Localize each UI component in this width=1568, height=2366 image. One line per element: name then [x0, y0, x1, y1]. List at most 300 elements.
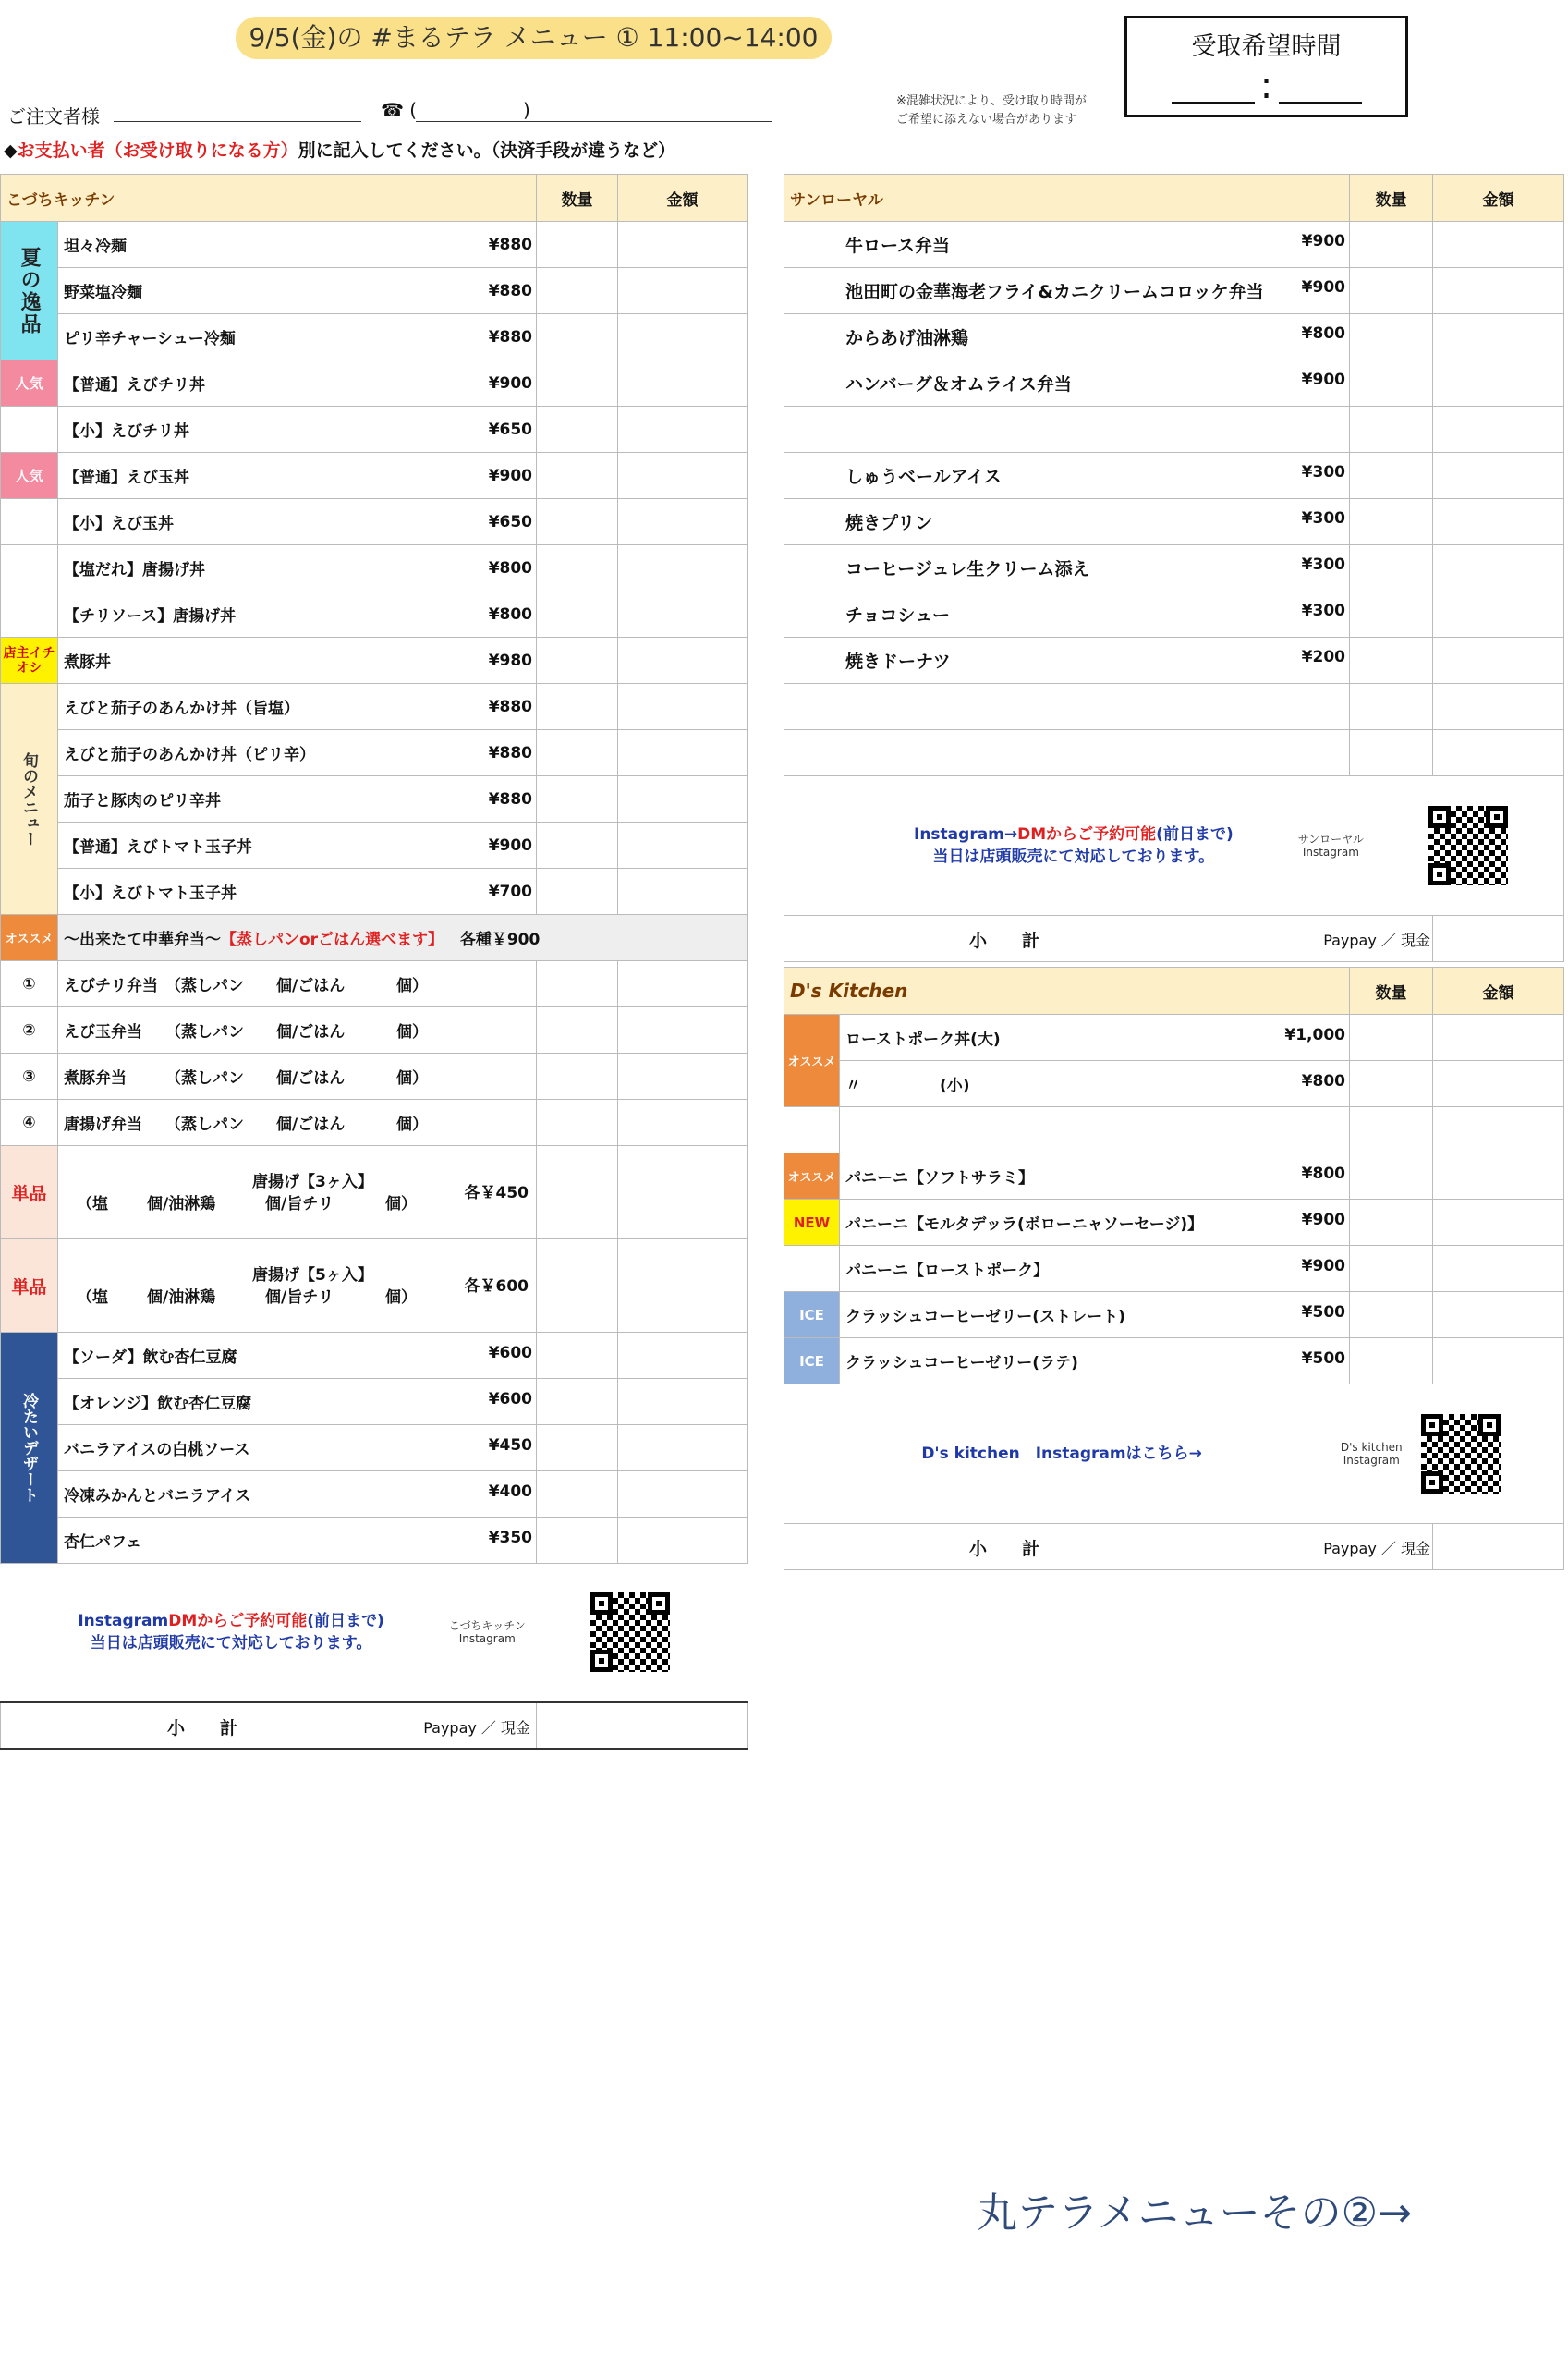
amount-cell[interactable]: [1433, 1200, 1564, 1246]
text-label: （蒸しパン: [165, 1023, 244, 1042]
menu-item-price: ¥880: [488, 697, 533, 716]
instagram-row: [784, 1384, 1564, 1524]
qty-cell[interactable]: [537, 499, 618, 545]
text-label: 個/旨チリ: [265, 1195, 334, 1213]
qty-cell[interactable]: [1350, 1200, 1433, 1246]
subtotal-row: [784, 1524, 1564, 1570]
qty-cell[interactable]: [1350, 407, 1433, 453]
qty-cell[interactable]: [1350, 1338, 1433, 1384]
menu-row: [784, 730, 1564, 776]
instagram-row: [784, 776, 1564, 916]
qty-cell[interactable]: [1350, 1246, 1433, 1292]
qty-cell[interactable]: [1350, 499, 1433, 545]
tag-popular: 人気: [1, 360, 58, 407]
menu-item-price: ¥650: [488, 420, 533, 439]
amount-cell[interactable]: [618, 961, 748, 1007]
text-label: ¥200: [1301, 648, 1345, 666]
text-label: （塩: [77, 1288, 108, 1307]
text-label: ¥500: [1301, 1349, 1345, 1368]
notice: [896, 92, 1087, 129]
text-label: ローストポーク丼(大): [845, 1031, 1001, 1049]
qty-cell[interactable]: [537, 730, 618, 776]
text-label: （蒸しパン: [165, 1069, 244, 1088]
text-label: 小 計: [969, 1539, 1040, 1559]
text-label: 焼きプリン: [845, 513, 933, 533]
menu-row: [1, 407, 748, 453]
amount-cell[interactable]: [618, 823, 748, 869]
text-label: 牛ロース弁当: [845, 236, 951, 256]
text-label: 個/油淋鶏: [147, 1288, 216, 1307]
tag-recommend: オススメ: [1, 915, 58, 961]
text-label: Paypay ／ 現金: [1323, 932, 1430, 949]
amount-cell[interactable]: [1433, 1107, 1564, 1153]
menu-row: [1, 499, 748, 545]
text-label: からあげ油淋鶏: [845, 328, 969, 348]
text-label: チョコシュー: [845, 605, 951, 626]
text-label: ご希望に添えない場合があります: [896, 113, 1077, 127]
tag-dessert: 冷たいデザート: [1, 1333, 58, 1564]
menu-item-price: ¥980: [488, 651, 533, 670]
menu-row: [784, 1015, 1564, 1061]
menu-row: [1, 222, 748, 268]
qty-cell[interactable]: [1350, 638, 1433, 684]
amount-header: 金額: [618, 175, 748, 222]
qr-code-icon[interactable]: [1428, 806, 1508, 885]
orderer-name-line[interactable]: [114, 121, 361, 122]
amount-cell[interactable]: [618, 592, 748, 638]
menu-item-price: ¥800: [488, 604, 533, 624]
qty-cell[interactable]: [537, 1425, 618, 1471]
amount-cell[interactable]: [618, 1100, 748, 1146]
text-label: （塩: [77, 1195, 108, 1213]
qty-cell[interactable]: [537, 1379, 618, 1425]
subtotal-amount[interactable]: [1433, 1524, 1564, 1570]
text-label: ¥800: [1301, 1165, 1345, 1183]
menu-row: [1, 453, 748, 499]
amount-cell[interactable]: [618, 1146, 748, 1239]
amount-cell[interactable]: [618, 1333, 748, 1379]
tag-empty: [1, 499, 58, 545]
menu-item-name: 【チリソース】唐揚げ丼: [64, 607, 237, 626]
amount-cell[interactable]: [618, 268, 748, 314]
amount-cell[interactable]: [1433, 222, 1564, 268]
kogochi-table: [0, 174, 748, 1750]
qty-cell[interactable]: [537, 1100, 618, 1146]
karaage-row: [1, 1146, 748, 1239]
amount-cell[interactable]: [1433, 314, 1564, 360]
qty-cell[interactable]: [537, 592, 618, 638]
text-label: えび玉弁当: [64, 1023, 142, 1042]
text-label: クラッシュコーヒーゼリー(ストレート): [845, 1308, 1125, 1326]
text-label: こづちキッチン: [448, 1619, 526, 1633]
qty-cell[interactable]: [537, 1146, 618, 1239]
qty-header: 数量: [537, 175, 618, 222]
menu-item-name: 【普通】えびトマト玉子丼: [64, 838, 252, 857]
pickup-time-colon: :: [1259, 65, 1273, 107]
next-menu-link[interactable]: 丸テラメニューその②→: [977, 2189, 1412, 2237]
amount-cell[interactable]: [618, 453, 748, 499]
text-label: ¥900: [1301, 232, 1345, 250]
menu-row: [1, 776, 748, 823]
menu-item-name: 【小】えび玉丼: [64, 515, 174, 533]
menu-row: [784, 1153, 1564, 1200]
qty-cell[interactable]: [1350, 1015, 1433, 1061]
qty-cell[interactable]: [537, 961, 618, 1007]
amount-cell[interactable]: [618, 407, 748, 453]
text-label: ※混雑状況により、受け取り時間が: [896, 94, 1087, 108]
text-label: 【オレンジ】飲む杏仁豆腐: [64, 1395, 252, 1413]
text-label: ¥300: [1301, 463, 1345, 482]
text-label: (前日まで): [1156, 825, 1234, 844]
menu-row: [1, 684, 748, 730]
menu-row: [784, 1292, 1564, 1338]
menu-row: [1, 360, 748, 407]
text-label: ¥900: [1301, 1257, 1345, 1275]
payment-note: [4, 137, 675, 162]
menu-row: [784, 453, 1564, 499]
text-label: 個）: [396, 1069, 428, 1088]
bento-row: [1, 1100, 748, 1146]
menu-row: [784, 268, 1564, 314]
amount-cell[interactable]: [1433, 1292, 1564, 1338]
tag-recommend: オススメ: [784, 1015, 840, 1107]
text-label: 〃 (小): [845, 1077, 970, 1095]
qty-cell[interactable]: [1350, 1292, 1433, 1338]
tag-recommend: オススメ: [784, 1153, 840, 1200]
pickup-hour-line: [1172, 102, 1255, 104]
text-label: 唐揚げ【5ヶ入】: [252, 1266, 373, 1285]
text-label: ¥1,000: [1284, 1026, 1345, 1044]
qty-cell[interactable]: [537, 823, 618, 869]
amount-cell[interactable]: [618, 684, 748, 730]
amount-cell[interactable]: [618, 1425, 748, 1471]
text-label: 数量: [1350, 968, 1433, 1015]
dessert-row: [1, 1471, 748, 1518]
text-label: DMからご予約可能: [168, 1612, 308, 1631]
text-label: 個/ごはん: [276, 1069, 346, 1088]
amount-cell[interactable]: [618, 730, 748, 776]
amount-cell[interactable]: [1433, 1246, 1564, 1292]
text-label: 個/ごはん: [276, 977, 346, 995]
menu-item-name: 坦々冷麺: [64, 238, 127, 256]
qty-cell[interactable]: [537, 776, 618, 823]
menu-item-name: ピリ辛チャーシュー冷麺: [64, 330, 236, 348]
tag-single: 単品: [1, 1239, 58, 1333]
menu-row: [784, 314, 1564, 360]
menu-row: [784, 1338, 1564, 1384]
qty-cell[interactable]: [537, 1054, 618, 1100]
text-label: （蒸しパン: [165, 977, 244, 995]
qty-cell[interactable]: [1350, 453, 1433, 499]
text-label: ③: [1, 1054, 58, 1100]
qty-cell[interactable]: [537, 1518, 618, 1564]
text-label: サンローヤル: [1297, 833, 1364, 846]
menu-title: 9/5(金)の #まるテラ メニュー ① 11:00~14:00: [236, 17, 832, 59]
amount-cell[interactable]: [1433, 1338, 1564, 1384]
text-label: えびチリ弁当: [64, 977, 158, 995]
menu-row: [784, 592, 1564, 638]
amount-cell[interactable]: [1433, 360, 1564, 407]
text-label: パニーニ【ローストポーク】: [845, 1262, 1050, 1280]
amount-cell[interactable]: [618, 314, 748, 360]
menu-row: [784, 360, 1564, 407]
text-label: 当日は店頭販売にて対応しております。: [90, 1634, 372, 1653]
qty-cell[interactable]: [1350, 222, 1433, 268]
text-label: 個/ごはん: [276, 1023, 346, 1042]
menu-item-price: ¥800: [488, 558, 533, 578]
amount-cell[interactable]: [618, 1518, 748, 1564]
amount-cell[interactable]: [618, 776, 748, 823]
menu-item-price: ¥880: [488, 789, 533, 809]
menu-row: [784, 1200, 1564, 1246]
text-label: 当日は店頭販売にて対応しております。: [932, 848, 1215, 866]
menu-item-name: 【普通】えび玉丼: [64, 469, 189, 487]
qty-cell[interactable]: [537, 638, 618, 684]
text-label: 池田町の金華海老フライ&カニクリームコロッケ弁当: [845, 282, 1264, 302]
qty-cell[interactable]: [1350, 730, 1433, 776]
menu-item-name: 茄子と豚肉のピリ辛丼: [64, 792, 221, 811]
text-label: ¥600: [488, 1390, 533, 1409]
instagram-row: [1, 1564, 748, 1702]
text-label: 小 計: [969, 931, 1040, 951]
menu-item-price: ¥880: [488, 327, 533, 347]
menu-item-name: 【小】えびチリ丼: [64, 422, 189, 441]
text-label: 各種￥900: [459, 931, 541, 949]
amount-cell[interactable]: [618, 1054, 748, 1100]
bento-header-row: [1, 915, 748, 961]
sunroyal-name: サンローヤル: [784, 175, 1350, 222]
menu-item-price: ¥650: [488, 512, 533, 531]
phone-label: ☎ (: [381, 99, 418, 121]
pickup-minute-line: [1279, 102, 1362, 104]
amount-cell[interactable]: [618, 869, 748, 915]
subtotal-amount[interactable]: [537, 1702, 748, 1749]
menu-item-name: えびと茄子のあんかけ丼（旨塩）: [64, 700, 299, 718]
text-label: 別に記入してください。（決済手段が違うなど）: [298, 140, 676, 161]
sunroyal-table: [784, 174, 1564, 962]
text-label: 個）: [385, 1288, 417, 1307]
text-label: 個）: [396, 1116, 428, 1134]
menu-row: [1, 823, 748, 869]
text-label: 【ソーダ】飲む杏仁豆腐: [64, 1348, 237, 1367]
tag-empty: [1, 545, 58, 592]
menu-item-name: 野菜塩冷麺: [64, 284, 142, 302]
amount-cell[interactable]: [1433, 407, 1564, 453]
text-label: D's kitchen: [1340, 1441, 1403, 1454]
text-label: 金額: [1433, 175, 1564, 222]
qty-cell[interactable]: [1350, 268, 1433, 314]
text-label: ¥500: [1301, 1303, 1345, 1322]
qty-cell[interactable]: [537, 684, 618, 730]
menu-row: [784, 684, 1564, 730]
dessert-row: [1, 1379, 748, 1425]
menu-item-price: ¥700: [488, 882, 533, 901]
menu-item-price: ¥880: [488, 743, 533, 762]
amount-cell[interactable]: [618, 499, 748, 545]
text-label: お支払い者（お受け取りになる方）: [17, 140, 298, 161]
qty-cell[interactable]: [1350, 545, 1433, 592]
qty-cell[interactable]: [1350, 684, 1433, 730]
menu-row: [784, 407, 1564, 453]
menu-row: [1, 268, 748, 314]
text-label: ハンバーグ＆オムライス弁当: [845, 374, 1072, 395]
menu-row: [1, 730, 748, 776]
qty-cell[interactable]: [537, 1007, 618, 1054]
amount-cell[interactable]: [1433, 453, 1564, 499]
tag-popular: 人気: [1, 453, 58, 499]
text-label: 個/旨チリ: [265, 1288, 334, 1307]
subtotal-row: [1, 1702, 748, 1749]
qty-cell[interactable]: [537, 314, 618, 360]
tag-empty: [1, 407, 58, 453]
amount-cell[interactable]: [1433, 499, 1564, 545]
text-label: ～出来たて中華弁当～: [64, 931, 221, 949]
text-label: Instagram→: [914, 825, 1018, 844]
amount-cell[interactable]: [618, 638, 748, 684]
text-label: 唐揚げ弁当: [64, 1116, 142, 1134]
qty-cell[interactable]: [537, 453, 618, 499]
kogochi-name: こづちキッチン: [1, 175, 537, 222]
text-label: 【蒸しパンorごはん選べます】: [221, 931, 444, 949]
text-label: 杏仁パフェ: [64, 1533, 142, 1552]
text-label: パニーニ【ソフトサラミ】: [845, 1169, 1034, 1188]
subtotal-row: [784, 916, 1564, 962]
text-label: 冷凍みかんとバニラアイス: [64, 1487, 251, 1506]
amount-cell[interactable]: [1433, 730, 1564, 776]
text-label: ¥300: [1301, 602, 1345, 620]
phone-close: ): [523, 99, 530, 121]
text-label: 煮豚弁当: [64, 1069, 127, 1088]
menu-row: [1, 638, 748, 684]
qty-cell[interactable]: [1350, 314, 1433, 360]
tag-summer: 夏の逸品: [1, 222, 58, 360]
text-label: Paypay ／ 現金: [1323, 1540, 1430, 1557]
menu-item-name: えびと茄子のあんかけ丼（ピリ辛）: [64, 746, 315, 764]
qty-cell[interactable]: [1350, 360, 1433, 407]
menu-item-name: 【普通】えびチリ丼: [64, 376, 205, 395]
text-label: ¥800: [1301, 324, 1345, 343]
amount-cell[interactable]: [618, 222, 748, 268]
text-label: ¥300: [1301, 509, 1345, 528]
text-label: Instagram: [458, 1632, 516, 1646]
menu-row: [1, 314, 748, 360]
orderer-row: [7, 102, 100, 128]
text-label: バニラアイスの白桃ソース: [64, 1441, 250, 1459]
menu-item-name: 煮豚丼: [64, 653, 111, 672]
text-label: 各￥450: [464, 1184, 529, 1202]
tag-ice: ICE: [784, 1292, 840, 1338]
text-label: 各￥600: [464, 1277, 529, 1296]
amount-cell[interactable]: [1433, 592, 1564, 638]
qty-cell[interactable]: [537, 222, 618, 268]
dessert-row: [1, 1333, 748, 1379]
qty-cell[interactable]: [1350, 1153, 1433, 1200]
qty-cell[interactable]: [537, 1333, 618, 1379]
text-label: ¥900: [1301, 371, 1345, 389]
text-label: 数量: [1350, 175, 1433, 222]
qty-cell[interactable]: [537, 869, 618, 915]
menu-item-price: ¥900: [488, 835, 533, 855]
menu-item-price: ¥880: [488, 235, 533, 254]
text-label: 小 計: [167, 1717, 238, 1738]
menu-item-name: 【小】えびトマト玉子丼: [64, 884, 237, 903]
menu-row: [1, 545, 748, 592]
amount-cell[interactable]: [1433, 1061, 1564, 1107]
amount-cell[interactable]: [618, 360, 748, 407]
text-label: Instagram: [78, 1612, 169, 1631]
qty-cell[interactable]: [537, 1239, 618, 1333]
text-label: クラッシュコーヒーゼリー(ラテ): [845, 1354, 1078, 1372]
text-label: パニーニ【モルタデッラ(ボローニャソーセージ)】: [845, 1215, 1204, 1234]
dessert-row: [1, 1518, 748, 1564]
text-label: ②: [1, 1007, 58, 1054]
pickup-time-label: 受取希望時間: [1191, 32, 1342, 61]
amount-cell[interactable]: [618, 545, 748, 592]
amount-cell[interactable]: [1433, 545, 1564, 592]
amount-cell[interactable]: [1433, 638, 1564, 684]
tag-ice: ICE: [784, 1338, 840, 1384]
tag-owner: 店主イチオシ: [1, 638, 58, 684]
menu-item-price: ¥900: [488, 466, 533, 485]
amount-cell[interactable]: [618, 1239, 748, 1333]
qty-cell[interactable]: [537, 1471, 618, 1518]
orderer-label: ご注文者様: [7, 105, 100, 128]
menu-row: [784, 499, 1564, 545]
text-label: ¥800: [1301, 1072, 1345, 1091]
text-label: Instagram: [1302, 846, 1359, 859]
phone-line[interactable]: [416, 121, 772, 122]
karaage-row: [1, 1239, 748, 1333]
text-label: （蒸しパン: [165, 1116, 244, 1134]
subtotal-amount[interactable]: [1433, 916, 1564, 962]
qr-code-icon[interactable]: [590, 1592, 670, 1672]
qty-cell[interactable]: [1350, 592, 1433, 638]
qr-code-icon[interactable]: [1421, 1414, 1501, 1494]
amount-cell[interactable]: [618, 1007, 748, 1054]
menu-row: [784, 545, 1564, 592]
text-label: ¥350: [488, 1529, 533, 1547]
bento-row: [1, 961, 748, 1007]
text-label: 個）: [385, 1195, 417, 1213]
menu-row: [784, 1246, 1564, 1292]
bento-row: [1, 1007, 748, 1054]
qty-cell[interactable]: [1350, 1061, 1433, 1107]
text-label: (前日まで): [307, 1612, 384, 1631]
qty-cell[interactable]: [1350, 1107, 1433, 1153]
pickup-time-box[interactable]: [1124, 16, 1408, 117]
text-label: 個/油淋鶏: [147, 1195, 216, 1213]
amount-cell[interactable]: [1433, 684, 1564, 730]
text-label: 個）: [396, 1023, 428, 1042]
text-label: しゅうベールアイス: [845, 467, 1002, 487]
amount-cell[interactable]: [1433, 268, 1564, 314]
text-label: 焼きドーナツ: [845, 652, 951, 672]
qty-cell[interactable]: [537, 407, 618, 453]
qty-cell[interactable]: [537, 360, 618, 407]
qty-cell[interactable]: [537, 545, 618, 592]
menu-row: [784, 1107, 1564, 1153]
amount-cell[interactable]: [1433, 1153, 1564, 1200]
menu-row: [784, 638, 1564, 684]
amount-cell[interactable]: [1433, 1015, 1564, 1061]
text-label: DMからご予約可能: [1017, 825, 1157, 844]
amount-cell[interactable]: [618, 1379, 748, 1425]
ds-name: D's Kitchen: [784, 968, 1350, 1015]
text-label: Instagram: [1343, 1454, 1400, 1467]
amount-cell[interactable]: [618, 1471, 748, 1518]
text-label: ¥600: [488, 1344, 533, 1362]
qty-cell[interactable]: [537, 268, 618, 314]
